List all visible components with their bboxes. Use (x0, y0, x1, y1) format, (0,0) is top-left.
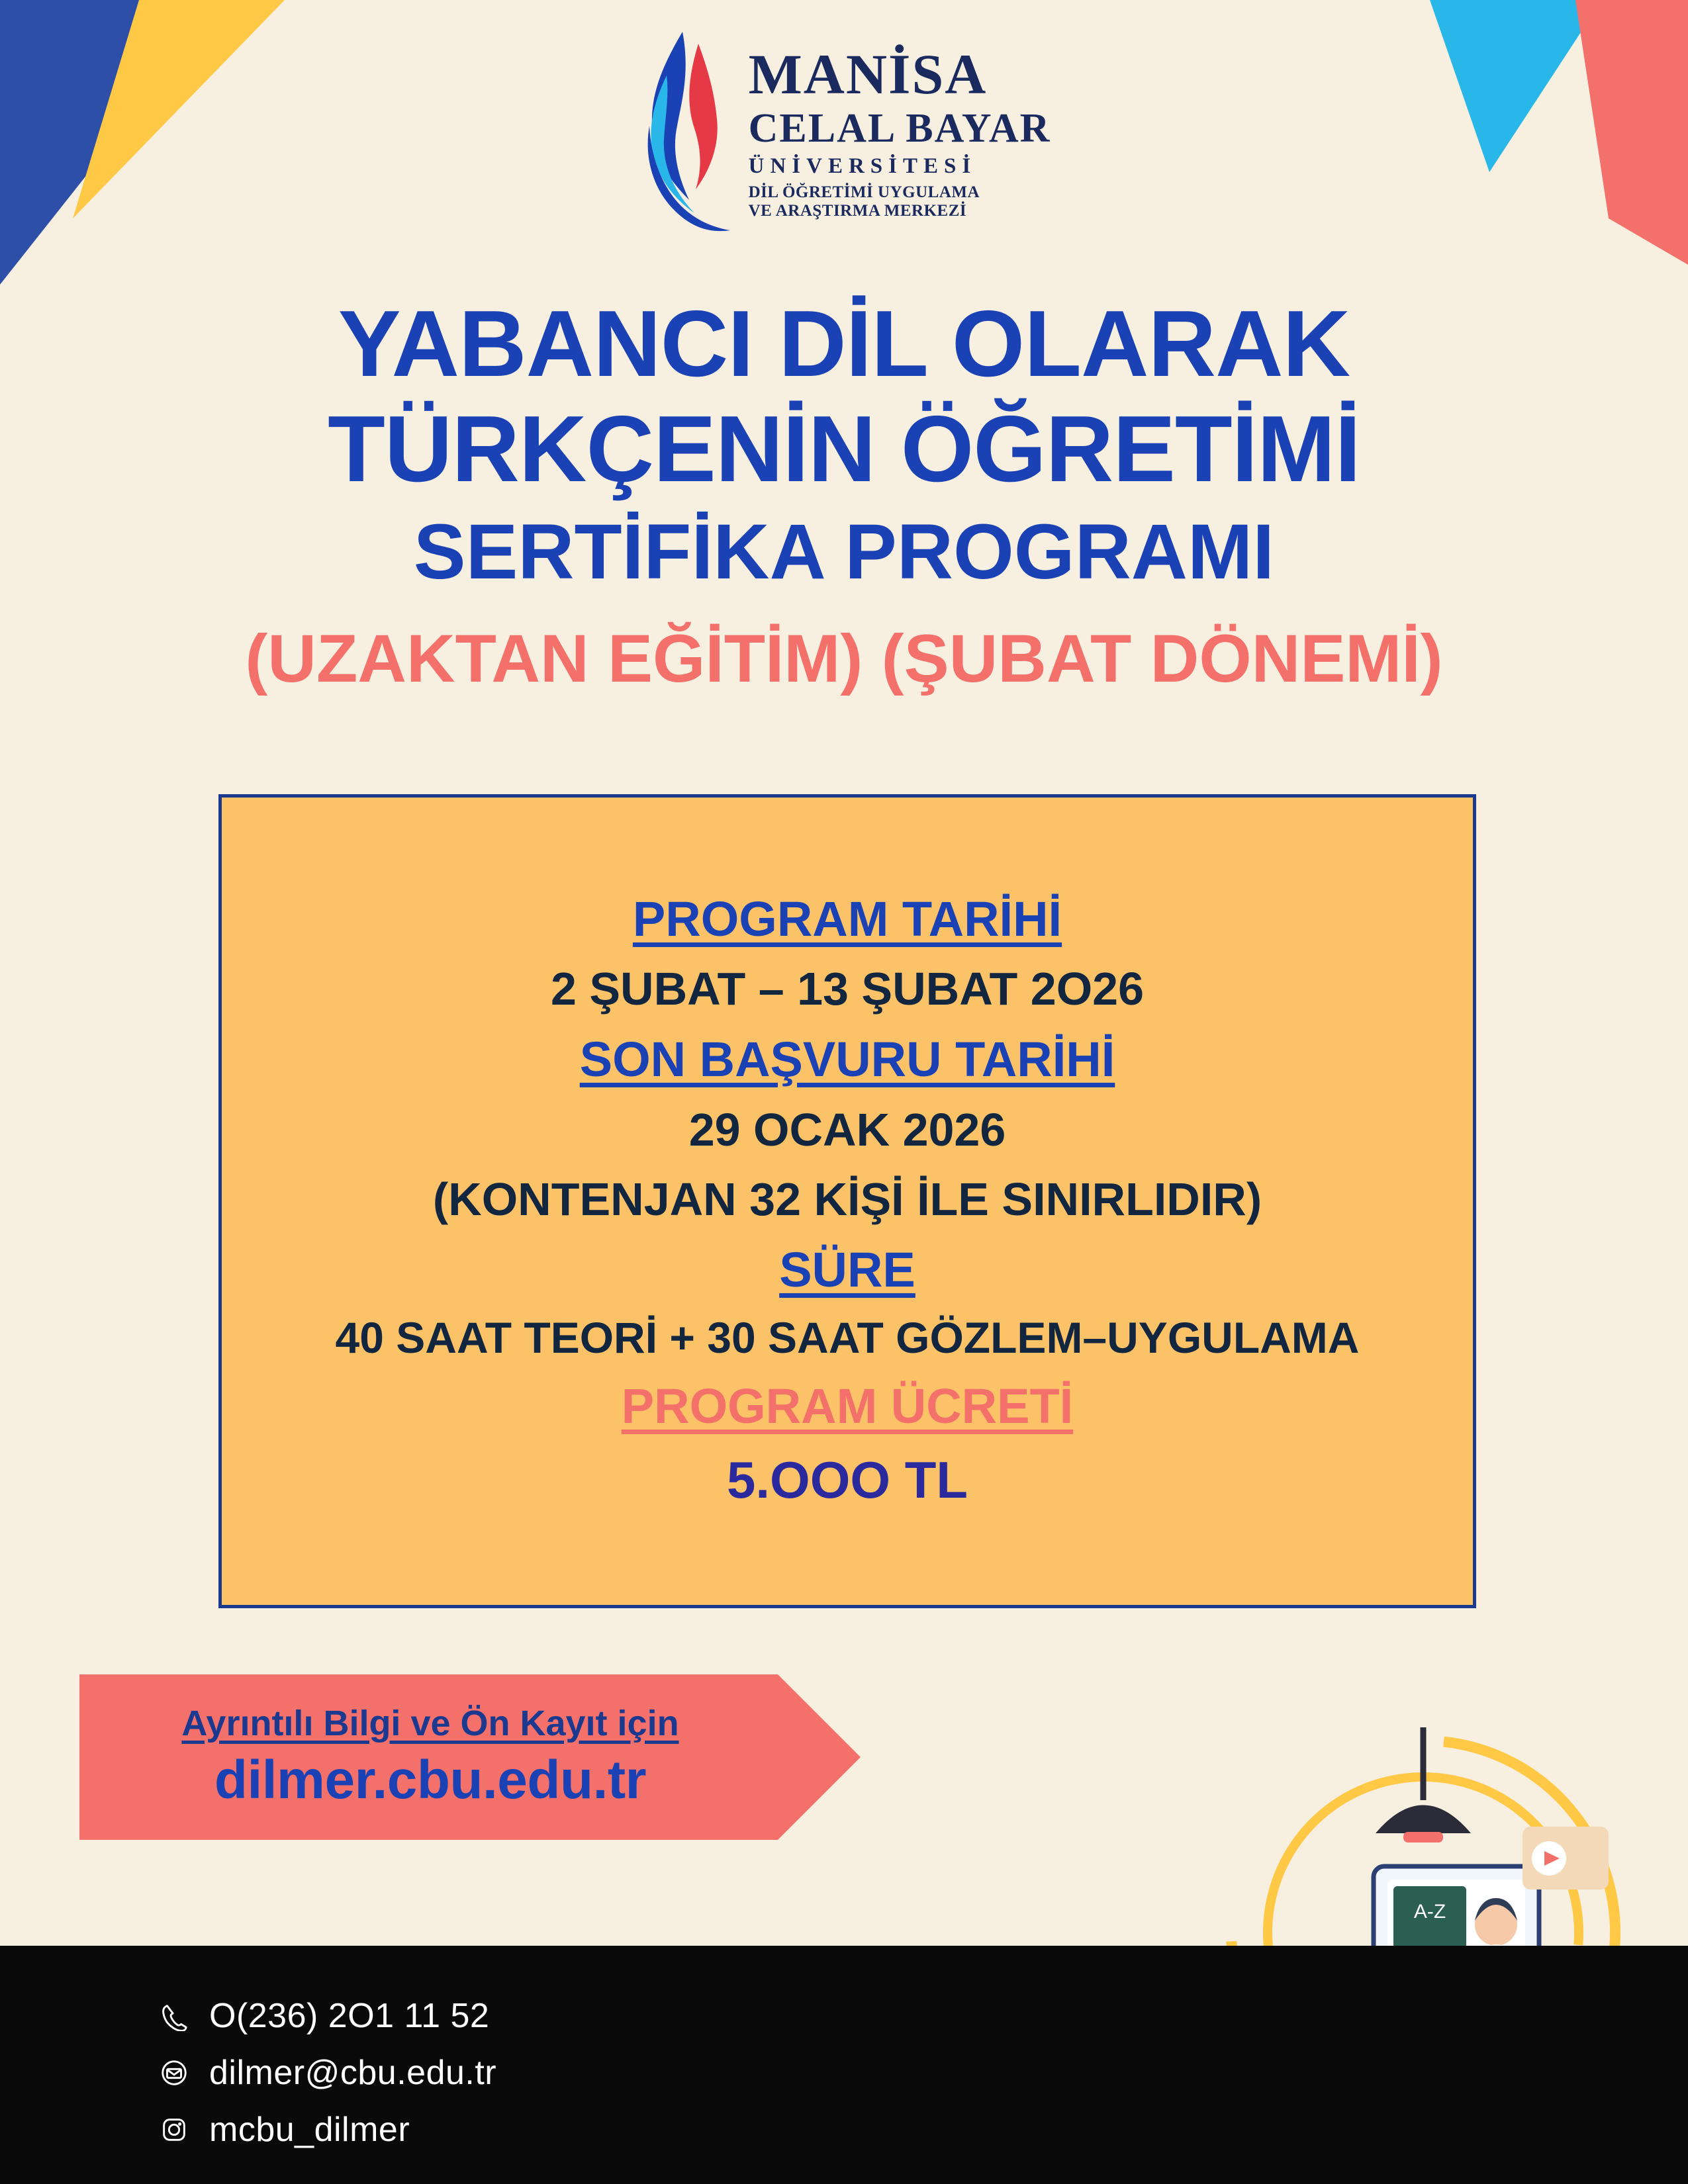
duration-value: 40 SAAT TEORİ + 30 SAAT GÖZLEM–UYGULAMA (335, 1312, 1360, 1362)
title-line-1: YABANCI DİL OLARAK (338, 291, 1350, 396)
contact-instagram-text: mcbu_dilmer (209, 2111, 410, 2149)
title-block (0, 291, 1688, 701)
instagram-icon (159, 2115, 189, 2145)
contact-row-email (159, 2053, 496, 2093)
flame-logo-icon (637, 26, 737, 238)
cta-website-link[interactable]: dilmer.cbu.edu.tr (214, 1750, 647, 1810)
contact-email-text: dilmer@cbu.edu.tr (209, 2054, 497, 2092)
contact-row-phone (159, 1996, 496, 2036)
board-label-text: A-Z (1413, 1901, 1446, 1923)
contact-phone-text: O(236) 2O1 11 52 (209, 1997, 490, 2035)
cta-banner[interactable] (79, 1674, 861, 1840)
email-icon (159, 2058, 189, 2088)
quota-note: (KONTENJAN 32 KİŞİ İLE SINIRLIDIR) (432, 1173, 1262, 1225)
fee-value: 5.OOO TL (726, 1451, 968, 1510)
logo-line-4: DİL ÖĞRETİMİ UYGULAMA (748, 183, 980, 201)
logo-line-1: MANİSA (748, 42, 988, 106)
contact-list (159, 1996, 496, 2150)
program-info-box (218, 794, 1476, 1608)
fee-label: PROGRAM ÜCRETİ (621, 1378, 1074, 1433)
logo-block (0, 26, 1688, 238)
contact-row-instagram (159, 2110, 496, 2150)
deadline-value: 29 OCAK 2026 (688, 1103, 1006, 1156)
logo-line-3: ÜNİVERSİTESİ (748, 154, 977, 178)
program-date-label: PROGRAM TARİHİ (632, 891, 1062, 946)
logo-line-5: VE ARAŞTIRMA MERKEZİ (748, 202, 967, 220)
logo-line-2: CELAL BAYAR (748, 106, 1051, 151)
title-line-4: (UZAKTAN EĞİTİM) (ŞUBAT DÖNEMİ) (245, 620, 1443, 696)
phone-icon (159, 2001, 189, 2031)
title-line-2: TÜRKÇENİN ÖĞRETİMİ (328, 396, 1360, 502)
program-date-value: 2 ŞUBAT – 13 ŞUBAT 2O26 (550, 963, 1145, 1015)
deadline-label: SON BAŞVURU TARİHİ (579, 1032, 1115, 1087)
cta-subtitle: Ayrıntılı Bilgi ve Ön Kayıt için (181, 1704, 679, 1743)
title-line-3: SERTİFİKA PROGRAMI (413, 508, 1275, 596)
duration-label: SÜRE (779, 1242, 915, 1297)
